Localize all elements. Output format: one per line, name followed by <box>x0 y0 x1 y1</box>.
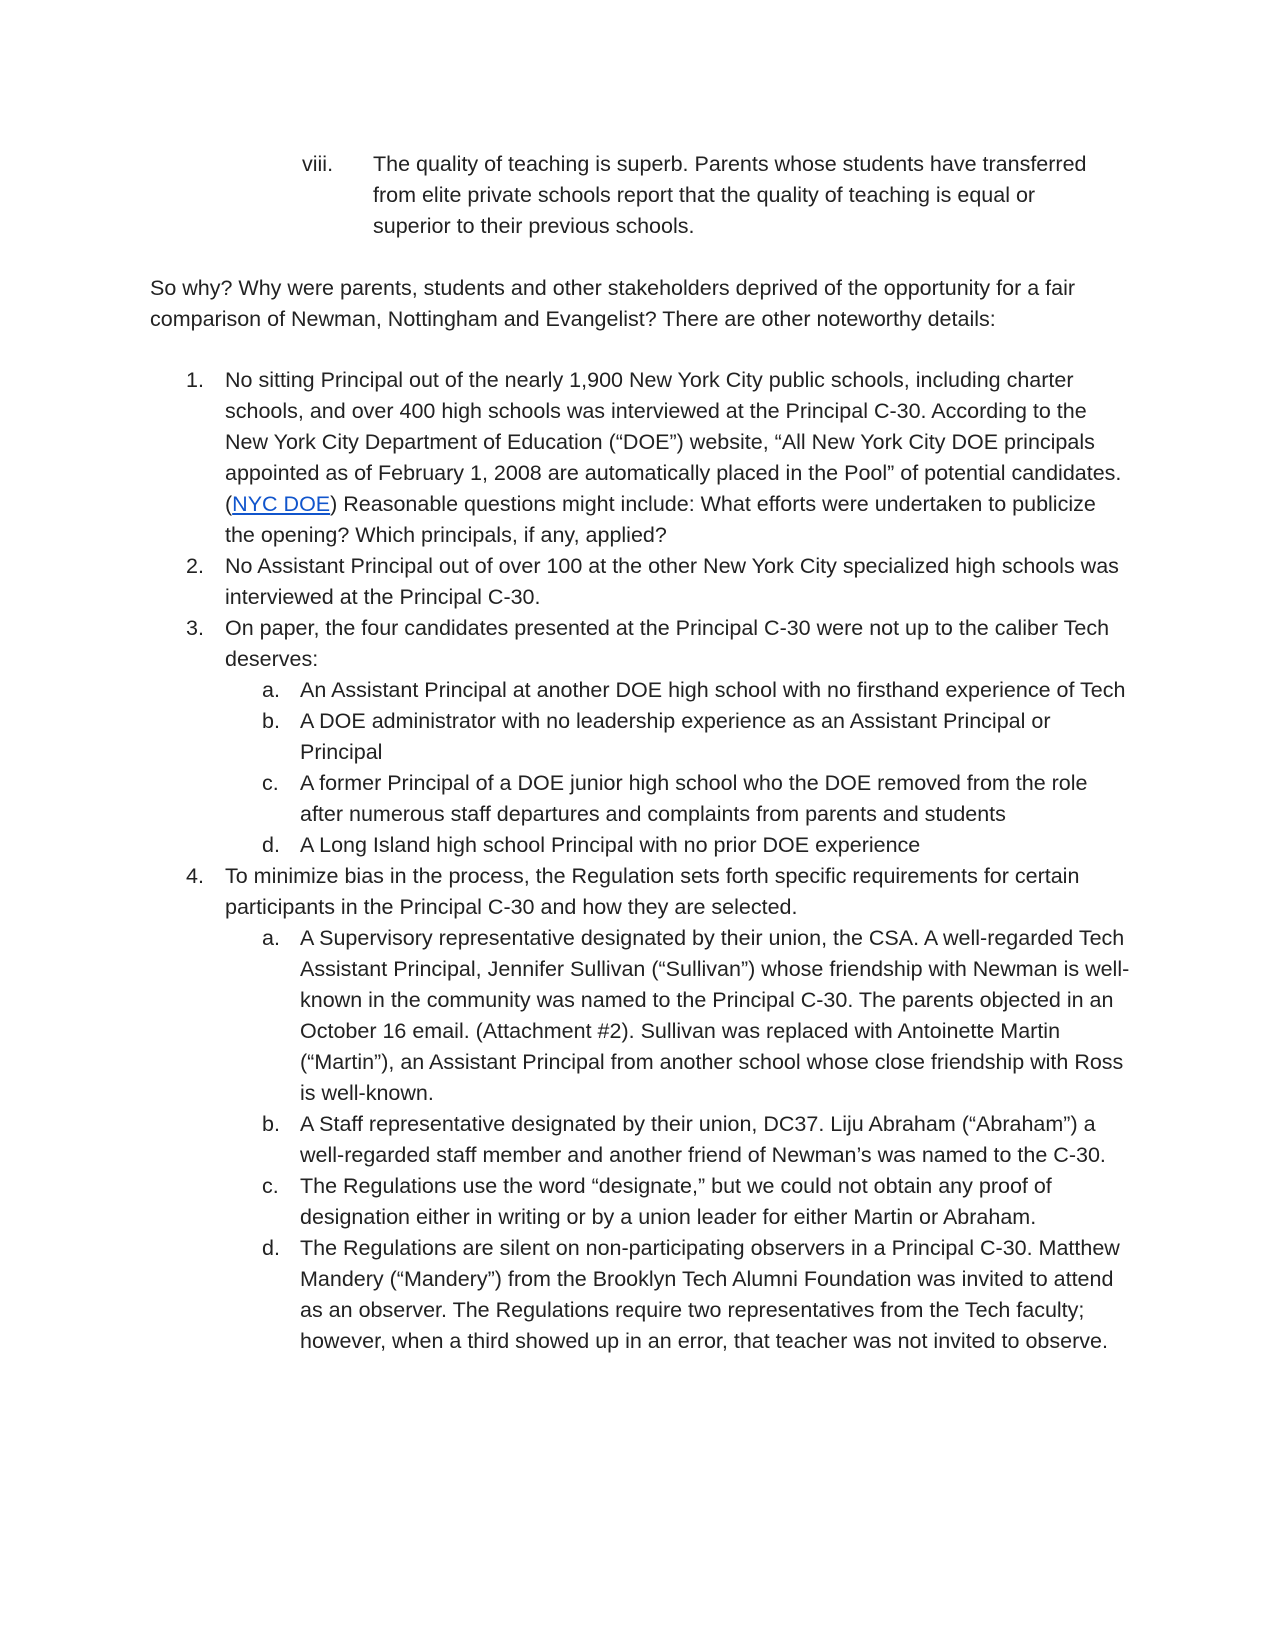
list-item-text: On paper, the four candidates presented at the Principal C-30 were not up to the caliber Tech deserves: <box>225 616 1110 671</box>
intro-paragraph: So why? Why were parents, students and other stakeholders deprived of the opportunity for a fair comparison of Newman, Nottingham and Evangelist? There are other noteworthy details: <box>150 276 1076 331</box>
list-number: 1. <box>186 368 204 392</box>
sub-list-item <box>225 923 1130 1109</box>
list-number: 2. <box>186 554 204 578</box>
sub-list-item <box>225 830 1130 861</box>
numbered-list <box>150 365 1130 1357</box>
sub-list-letter: d. <box>262 1236 280 1260</box>
text-segment: ) Reasonable questions might include: What efforts were undertaken to publicize the opening? Which principals, if any, applied? <box>225 492 1096 547</box>
sub-list <box>225 675 1130 861</box>
sub-list-item <box>225 768 1130 830</box>
sub-list-item-text: The Regulations are silent on non-participating observers in a Principal C-30. Matthew Mandery (“Mandery”) from the Brooklyn Tech Alumni Foundation was invited to attend as an observer. The Regulations require two representatives from the Tech faculty; however, when a third showed up in an error, that teacher was not invited to observe. <box>300 1236 1120 1353</box>
sub-list-letter: b. <box>262 709 280 733</box>
sub-list-item <box>225 1233 1130 1357</box>
sub-list-item <box>225 1109 1130 1171</box>
sub-list-item-text: An Assistant Principal at another DOE high school with no firsthand experience of Tech <box>300 678 1126 702</box>
list-marker: viii. <box>302 152 334 176</box>
sub-list-item <box>225 1171 1130 1233</box>
sub-list-item <box>225 706 1130 768</box>
sub-list-item-text: A DOE administrator with no leadership experience as an Assistant Principal or Principal <box>300 709 1051 764</box>
sub-list <box>225 923 1130 1357</box>
text-segment: No sitting Principal out of the nearly 1,900 New York City public schools, including charter schools, and over 400 high schools was interviewed at the Principal C-30. According to the New York City Department of Education (“DOE”) website, “All New York City DOE principals appointed as of February 1, 2008 are automatically placed in the Pool” of potential candidates. ( <box>225 368 1122 516</box>
list-item <box>150 613 1130 861</box>
list-item <box>150 861 1130 1357</box>
list-number: 4. <box>186 864 204 888</box>
list-item-text <box>225 365 1130 551</box>
list-item-text: The quality of teaching is superb. Parents whose students have transferred from elite private schools report that the quality of teaching is equal or superior to their previous schools. <box>373 152 1087 238</box>
nyc-doe-link[interactable]: NYC DOE <box>232 492 331 516</box>
sub-list-letter: c. <box>262 1174 279 1198</box>
sub-list-item-text: The Regulations use the word “designate,” but we could not obtain any proof of designation either in writing or by a union leader for either Martin or Abraham. <box>300 1174 1052 1229</box>
sub-list-item-text: A Supervisory representative designated by their union, the CSA. A well-regarded Tech Assistant Principal, Jennifer Sullivan (“Sullivan”) whose friendship with Newman is well-known in the community was named to the Principal C-30. The parents objected in an October 16 email. (Attachment #2). Sullivan was replaced with Antoinette Martin (“Martin”), an Assistant Principal from another school whose close friendship with Ross is well-known. <box>300 926 1130 1105</box>
list-item-text: No Assistant Principal out of over 100 at the other New York City specialized high schools was interviewed at the Principal C-30. <box>225 554 1119 609</box>
list-item <box>150 551 1130 613</box>
sub-list-letter: d. <box>262 833 280 857</box>
list-number: 3. <box>186 616 204 640</box>
sub-list-letter: b. <box>262 1112 280 1136</box>
sub-list-letter: c. <box>262 771 279 795</box>
list-item-text: To minimize bias in the process, the Regulation sets forth specific requirements for certain participants in the Principal C-30 and how they are selected. <box>225 864 1080 919</box>
list-item <box>150 365 1130 551</box>
sub-list-item-text: A former Principal of a DOE junior high school who the DOE removed from the role after numerous staff departures and complaints from parents and students <box>300 771 1088 826</box>
sub-list-item <box>225 675 1130 706</box>
sub-list-letter: a. <box>262 926 280 950</box>
sub-list-letter: a. <box>262 678 280 702</box>
sub-list-item-text: A Long Island high school Principal with no prior DOE experience <box>300 833 921 857</box>
sub-list-item-text: A Staff representative designated by their union, DC37. Liju Abraham (“Abraham”) a well-regarded staff member and another friend of Newman’s was named to the C-30. <box>300 1112 1106 1167</box>
